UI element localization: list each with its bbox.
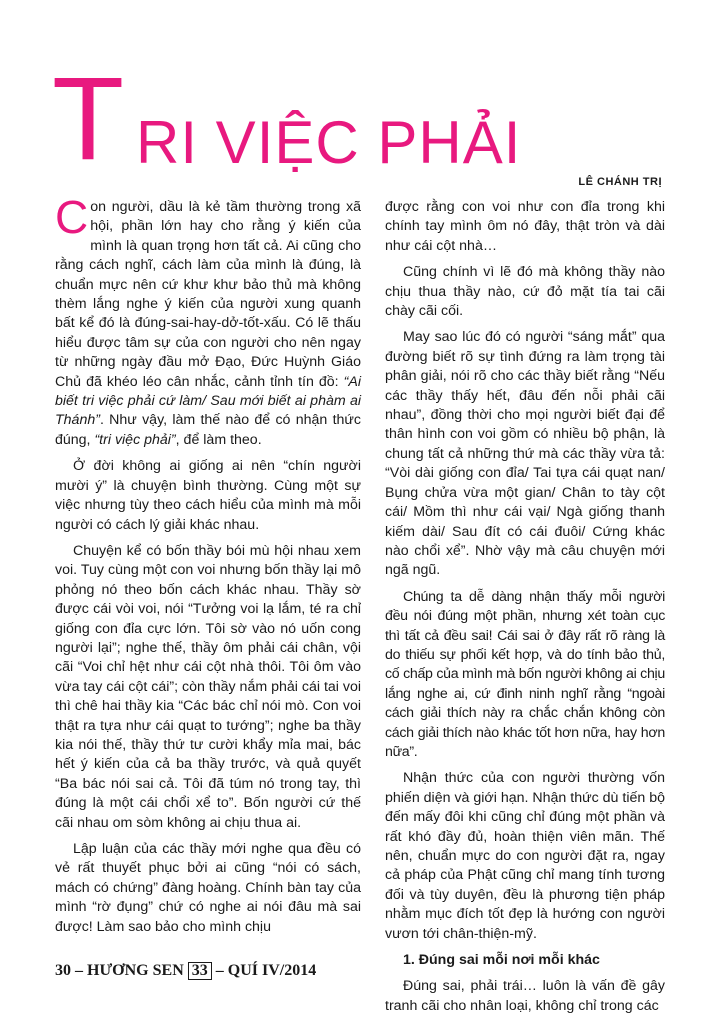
paragraph: Ở đời không ai giống ai nên “chín người mười ý” là chuyện bình thường. Cùng một sự việc nhưng tùy theo cách hiểu của mình mà mỗi người có cách lý giải khác nhau.: [55, 458, 361, 533]
paragraph: Nhận thức của con người thường vốn phiến diện và giới hạn. Nhận thức dù tiến bộ đến mấy đôi khi cũng chỉ đúng một phần và rất khó đầy đủ, hoàn thiện viên mãn. Thế nên, chuẩn mực do con người đặt ra, ngay cả pháp của Phật cũng chỉ mang tính tương đối và tùy duyên, đều là phương tiện pháp nhằm mục đích tốt đẹp là hướng con người vươn tới chân-thiện-mỹ.: [385, 770, 665, 942]
title-initial: T: [52, 53, 123, 185]
right-column: [385, 198, 665, 1023]
paragraph: Cũng chính vì lẽ đó mà không thầy nào chịu thua thầy nào, cứ đỏ mặt tía tai cãi chày cãi cối.: [385, 264, 665, 320]
drop-cap: C: [55, 191, 89, 243]
title-rest: RI VIỆC PHẢI: [136, 109, 522, 176]
section-heading: 1. Đúng sai mỗi nơi mỗi khác: [403, 952, 600, 969]
paragraph: Chuyện kể có bốn thầy bói mù hội nhau xem voi. Tuy cùng một con voi nhưng bốn thầy lại mô phỏng nó theo bốn cách khác nhau. Thầy sờ được cái vòi voi, nói “Tưởng voi lạ lắm, té ra chỉ giống con đỉa cực lớn. Tôi sờ vào nó uốn cong người lại”; nghe thế, thầy ôm phải cái chân, vội cãi “Voi chỉ hệt như cái cột nhà thôi. Tôi ôm vào vừa tay cái cột cái”; còn thầy nắm phải cái tai voi thì chê hai thầy kia “Các bác chỉ nói mò. Con voi thật ra tựa như cái quạt to tướng”; nghe ba thầy kia nói thế, thầy thứ tư cười khẩy mỉa mai, bác hết ý kiến của cả ba thầy trước, và quả quyết “Ba bác nói sai cả. Tôi đã túm nó trong tay, thì đúng là một cái chổi xể to”. Bốn người cứ thế cãi nhau om sòm không ai chịu thua ai.: [55, 542, 362, 831]
paragraph: Chúng ta dễ dàng nhận thấy mỗi người đều nói đúng một phần, nhưng xét toàn cục thì tất cả đều sai! Cái sai ở đây rất rõ ràng là do thiếu sự phối kết hợp, và do tính bảo thủ, cố chấp của mình mà bốn người không ai chịu lắng nghe ai, cứ đinh ninh nghĩ rằng “ngoài cách giải thích này ra chắc chắn không còn cách giải thích nào khác tốt hơn nữa, hay hơn nữa”.: [385, 588, 665, 760]
paragraph: Đúng sai, phải trái… luôn là vấn đề gây tranh cãi cho nhân loại, không chỉ trong các: [385, 978, 665, 1014]
paragraph: May sao lúc đó có người “sáng mắt” qua đường biết rõ sự tình đứng ra làm trọng tài phân giải, nói rõ cho các thầy biết rằng “Nếu các thầy thấy hết, đâu đến nỗi phải cãi nhau”, đồng thời cho mọi người biết đại để thân hình con voi gồm có nhiều bộ phận, là chung tất cả những thứ mà các thầy vừa tả: “Vòi dài giống con đỉa/ Tai tựa cái quạt nan/ Bụng chửa vừa một gian/ Chân to tày cột cái/ Mồm thì như cái vại/ Ngà giống thanh kiếm dài/ Sau đít có cái đuôi/ Cứng khác nào chổi xể”. Nhờ vậy mà câu chuyện mới ngã ngũ.: [385, 329, 665, 579]
issue-period: – QUÍ IV/2014: [215, 962, 317, 979]
issue-number: 33: [188, 962, 212, 980]
left-column: [55, 191, 362, 944]
author-name: LÊ CHÁNH TRỊ: [578, 176, 662, 188]
publication-name: – HƯƠNG SEN: [75, 962, 184, 979]
page-number: 30: [55, 962, 71, 979]
paragraph: Lập luận của các thầy mới nghe qua đều có vẻ rất thuyết phục bởi ai cũng “nói có sách, mách có chứng” đàng hoàng. Chính bàn tay của mình “rờ đụng” chứ có nghe ai nói đâu mà sai được! Làm sao bảo cho mình chịu: [55, 841, 361, 935]
paragraph: được rằng con voi như con đỉa trong khi chính tay mình ôm nó đây, thật tròn và dài như cái cột nhà…: [385, 199, 665, 254]
paragraph: Con người, dầu là kẻ tầm thường trong xã hội, phần lớn hay cho rằng ý kiến của mình là quan trọng hơn tất cả. Ai cũng cho rằng cách nghĩ, cách làm của mình là đúng, là chuẩn mực nên cứ khư khư bảo thủ mà không thèm lắng nghe ý kiến của người xung quanh bất kể đó là đúng-sai-hay-dở-tốt-xấu. Có lẽ thấu hiểu được tâm sự của con người cho nên ngay từ những ngày đầu mở Đạo, Đức Huỳnh Giáo Chủ đã khéo léo cân nhắc, cảnh tỉnh tín đồ: “Ai biết tri việc phải cứ làm/ Sau mới biết ai phàm ai Thánh”. Như vậy, làm thế nào để có nhận thức đúng, “tri việc phải”, để làm theo.: [55, 191, 361, 448]
page-footer: [55, 962, 316, 980]
